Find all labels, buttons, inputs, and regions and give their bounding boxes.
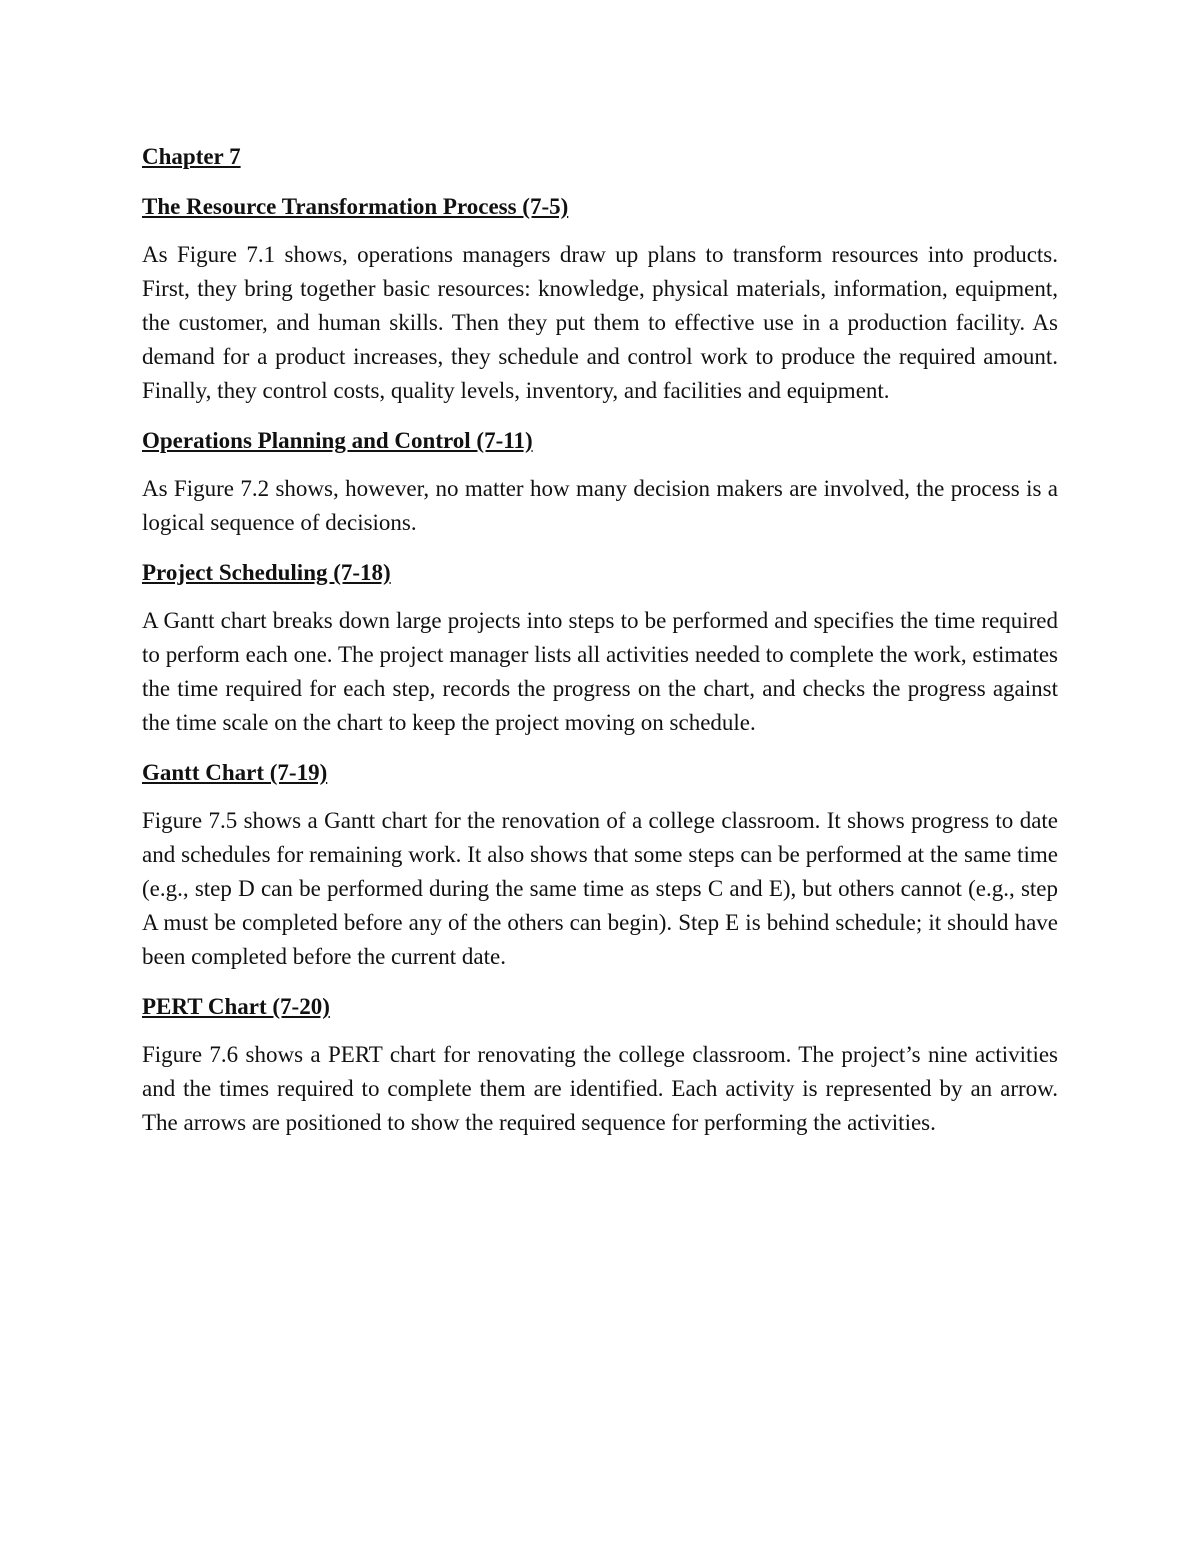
section-paragraph: A Gantt chart breaks down large projects into steps to be performed and specifies the time required to perform each one. The project manager lists all activities needed to complete the work, estimates the time required for each step, records the progress on the chart, and checks the progress against the time scale on the chart to keep the project moving on schedule. <box>142 608 1058 735</box>
document-page <box>142 140 1058 1156</box>
section-paragraph: Figure 7.5 shows a Gantt chart for the renovation of a college classroom. It shows progress to date and schedules for remaining work. It also shows that some steps can be performed at the same time (e.g., step D can be performed during the same time as steps C and E), but others cannot (e.g., step A must be completed before any of the others can begin). Step E is behind schedule; it should have been completed before the current date. <box>142 808 1058 969</box>
section-paragraph: As Figure 7.2 shows, however, no matter how many decision makers are involved, the process is a logical sequence of decisions. <box>142 476 1058 535</box>
section-project-scheduling <box>142 556 1058 740</box>
section-heading: PERT Chart (7-20) <box>142 994 330 1019</box>
section-paragraph: Figure 7.6 shows a PERT chart for renovating the college classroom. The project’s nine activities and the times required to complete them are identified. Each activity is represented by an arrow. The arrows are positioned to show the required sequence for performing the activities. <box>142 1042 1058 1135</box>
section-heading: Project Scheduling (7-18) <box>142 560 391 585</box>
section-resource-transformation <box>142 190 1058 408</box>
section-paragraph: As Figure 7.1 shows, operations managers draw up plans to transform resources into products. First, they bring together basic resources: knowledge, physical materials, information, equipment, the customer, and human skills. Then they put them to effective use in a production facility. As demand for a product increases, they schedule and control work to produce the required amount. Finally, they control costs, quality levels, inventory, and facilities and equipment. <box>142 242 1058 403</box>
section-heading: Operations Planning and Control (7-11) <box>142 428 533 453</box>
section-gantt-chart <box>142 756 1058 974</box>
section-heading: Gantt Chart (7-19) <box>142 760 328 785</box>
section-heading: The Resource Transformation Process (7-5) <box>142 194 569 219</box>
section-pert-chart <box>142 990 1058 1140</box>
section-operations-planning <box>142 424 1058 540</box>
chapter-title: Chapter 7 <box>142 144 241 169</box>
